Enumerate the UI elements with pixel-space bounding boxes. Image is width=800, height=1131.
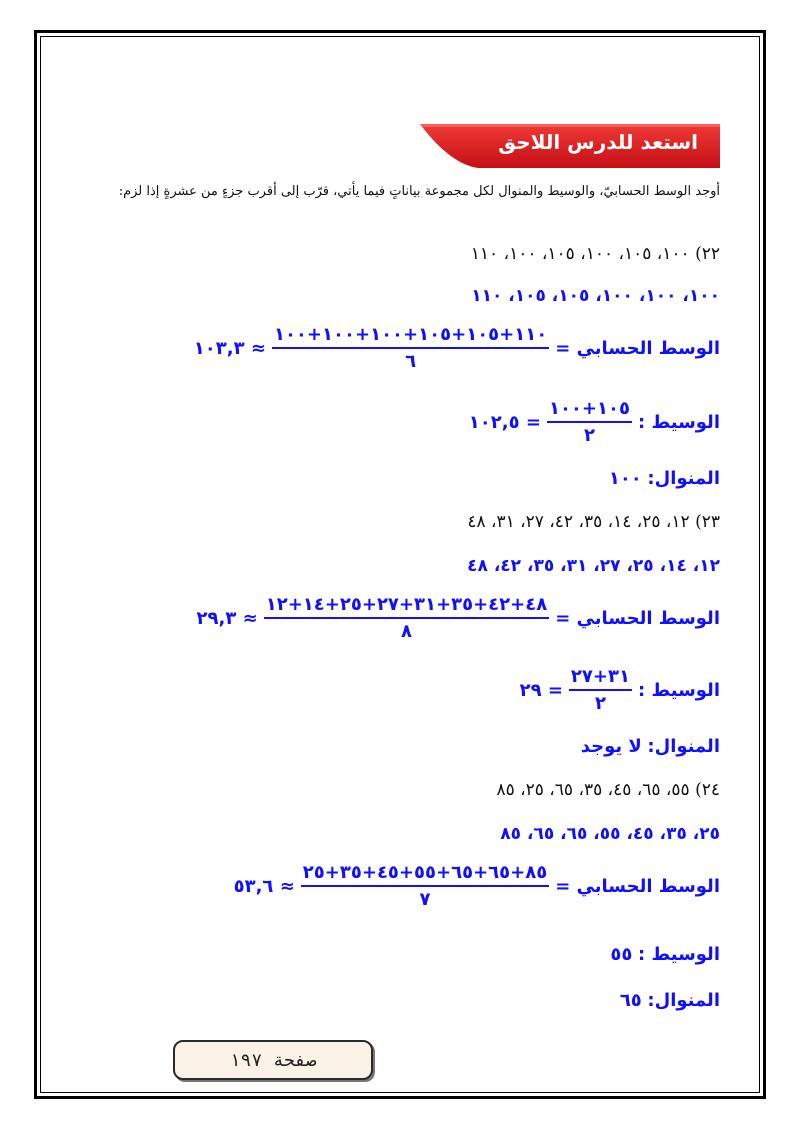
banner-title: استعد للدرس اللاحق (498, 130, 698, 154)
mean-result: ≈ ٥٣,٦ (233, 875, 295, 897)
mode-label: المنوال: (647, 468, 720, 489)
mean-label: الوسط الحسابي = (555, 337, 720, 359)
median-label: الوسيط : (637, 679, 720, 701)
problem-22-mean (194, 324, 720, 372)
problem-23-sorted: ١٢، ١٤، ٢٥، ٢٧، ٣١، ٣٥، ٤٢، ٤٨ (467, 556, 720, 576)
median-denominator: ٢ (594, 693, 606, 714)
mean-numerator: ٨٥+٦٥+٦٥+٥٥+٤٥+٣٥+٢٥ (301, 862, 549, 887)
page-number-box (173, 1040, 373, 1080)
median-result: = ١٠٢,٥ (468, 411, 541, 433)
mode-label: المنوال: (647, 990, 720, 1011)
mean-label: الوسط الحسابي = (555, 875, 720, 897)
mean-numerator: ٤٨+٤٢+٣٥+٣١+٢٧+٢٥+١٤+١٢ (264, 594, 550, 619)
median-result: = ٢٩ (519, 679, 563, 701)
page-number: صفحة ١٩٧ (229, 1049, 317, 1071)
worksheet-content (60, 0, 720, 1131)
instructions: أوجد الوسط الحسابيّ، والوسيط والمنوال لكل مجموعة بياناتٍ فيما يأتي، قرّب إلى أقرب جزءٍ من عشرةٍ إذا لزم: (118, 184, 720, 199)
mean-numerator: ١١٠+١٠٥+١٠٥+١٠٠+١٠٠+١٠٠ (272, 324, 549, 349)
mean-result: ≈ ٢٩,٣ (196, 607, 258, 629)
mode-value: لا يوجد (580, 736, 642, 757)
median-numerator: ٣١+٢٧ (569, 666, 632, 691)
median-denominator: ٢ (583, 425, 595, 446)
mean-fraction (272, 324, 549, 372)
problem-24-data: ٢٤) ٥٥، ٦٥، ٤٥، ٣٥، ٦٥، ٢٥، ٨٥ (496, 780, 720, 800)
problem-22-mode (609, 468, 720, 489)
mean-label: الوسط الحسابي = (555, 607, 720, 629)
section-banner (420, 124, 720, 168)
problem-22-sorted: ١٠٠، ١٠٠، ١٠٠، ١٠٥، ١٠٥، ١١٠ (471, 286, 720, 306)
problem-23-data: ٢٣) ١٢، ٢٥، ١٤، ٣٥، ٤٢، ٢٧، ٣١، ٤٨ (467, 512, 720, 532)
problem-24-mode (620, 990, 720, 1011)
mean-denominator: ٨ (400, 621, 412, 642)
mode-label: المنوال: (647, 736, 720, 757)
median-fraction (547, 398, 632, 446)
problem-23-median (520, 666, 720, 714)
median-fraction (569, 666, 632, 714)
problem-24-mean (234, 862, 720, 910)
median-numerator: ١٠٥+١٠٠ (547, 398, 632, 423)
problem-22-median (469, 398, 720, 446)
median-label: الوسيط : (637, 411, 720, 433)
problem-23-mean (197, 594, 720, 642)
mean-denominator: ٦ (405, 351, 417, 372)
mode-value: ٦٥ (619, 990, 642, 1011)
mean-denominator: ٧ (419, 889, 431, 910)
mean-fraction (301, 862, 549, 910)
problem-23-mode (581, 736, 720, 757)
mean-result: ≈ ١٠٣,٣ (193, 337, 266, 359)
problem-22-data: ٢٢) ١٠٠، ١٠٥، ١٠٠، ١٠٥، ١٠٠، ١١٠ (470, 244, 720, 264)
mean-fraction (264, 594, 550, 642)
problem-24-median (610, 944, 720, 965)
mode-value: ١٠٠ (608, 468, 642, 489)
median-value: ٥٥ (610, 944, 633, 965)
median-label: الوسيط : (637, 944, 720, 965)
problem-24-sorted: ٢٥، ٣٥، ٤٥، ٥٥، ٦٥، ٦٥، ٨٥ (500, 824, 720, 844)
